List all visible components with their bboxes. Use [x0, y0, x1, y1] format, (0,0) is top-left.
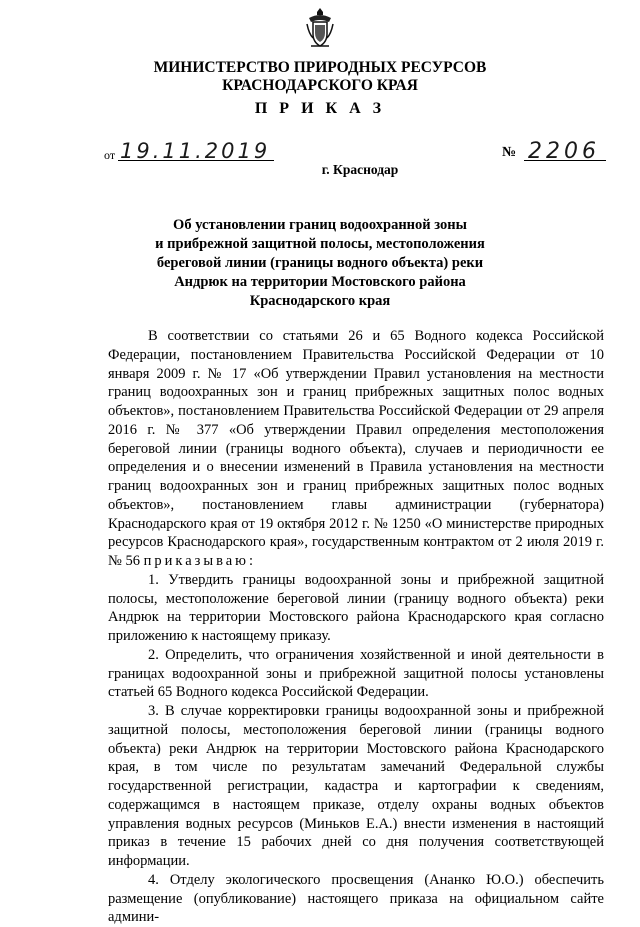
date-label: от — [104, 148, 116, 162]
date-handwritten: 19.11.2019 — [120, 139, 271, 163]
title-line: Краснодарского края — [249, 293, 391, 309]
title-line: Андрюк на территории Мостовского района — [174, 274, 466, 290]
city: г. Краснодар — [321, 162, 399, 177]
item-1: 1. Утвердить границы водоохранной зоны и прибрежной защитной полосы, местоположение береговой линии (границу водного объекта) реки Андрюк на территории Мостовского района Краснодарского края согласно приложению к настоящему приказу. — [108, 571, 604, 644]
item-2: 2. Определить, что ограничения хозяйственной и иной деятельности в границах водоохранной зоны и прибрежной защитной полосы установлены статьей 65 Водного кодекса Российской Федерации. — [108, 646, 604, 701]
document-type: П Р И К А З — [254, 100, 386, 117]
title-line: береговой линии (границы водного объекта) реки — [156, 255, 484, 271]
coat-of-arms-emblem — [305, 6, 335, 50]
ministry-name-line2: КРАСНОДАРСКОГО КРАЯ — [222, 77, 418, 94]
item-3: 3. В случае корректировки границы водоохранной зоны и прибрежной защитной полосы, местоположения береговой линии (границы водного объекта) реки Андрюк на территории Мостовского района Краснодарского края, в том числе по результатам замечаний Федеральной службы государственной регистрации, кадастра и картографии к сведениям, содержащимся в настоящем приказе, отделу охраны водных объектов управления водных ресурсов (Миньков Е.А.) внести изменения в настоящий приказ в течение 15 рабочих дней со дня получения соответствующей информации. — [108, 703, 604, 869]
preamble-paragraph — [108, 327, 604, 571]
document-body — [108, 327, 604, 927]
number-label: № — [502, 145, 517, 160]
number-handwritten: 2206 — [528, 139, 600, 164]
title-line: и прибрежной защитной полосы, местоположения — [155, 236, 485, 252]
document-title — [150, 216, 490, 311]
title-line: Об установлении границ водоохранной зоны — [173, 217, 467, 233]
order-word: приказываю: — [143, 553, 257, 569]
number-underline — [524, 160, 606, 161]
preamble-text: В соответствии со статьями 26 и 65 Водного кодекса Российской Федерации, постановлением Правительства Российской Федерации от 10 января 2009 г. № 17 «Об утверждении Правил установления на местности границ водоохранных зон и границ прибрежных защитных полос водных объектов», постановлением Правительства Российской Федерации от 29 апреля 2016 г. № 377 «Об утверждении Правил определения местоположения береговой линии (границы водного объекта), случаев и периодичности ее определения и о внесении изменений в Правила установления на местности границ водоохранных зон и границ прибрежных защитных полос водных объектов», постановлением главы администрации (губернатора) Краснодарского края от 19 октября 2012 г. № 1250 «О министерстве природных ресурсов Краснодарского края», государственным контрактом от 2 июля 2019 г. № 56 — [108, 328, 604, 569]
date-underline — [118, 160, 274, 161]
ministry-name-line1: МИНИСТЕРСТВО ПРИРОДНЫХ РЕСУРСОВ — [153, 59, 487, 76]
item-4: 4. Отделу экологического просвещения (Ананко Ю.О.) обеспечить размещение (опубликование) настоящего приказа на официальном сайте админи- — [108, 871, 604, 926]
